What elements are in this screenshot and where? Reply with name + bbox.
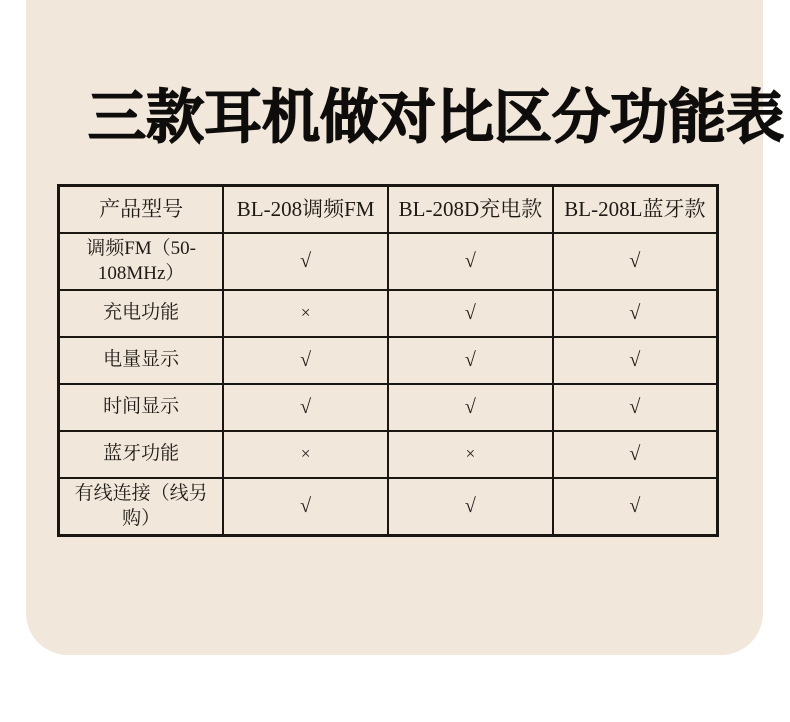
check-mark: √ [553,290,718,337]
check-mark: √ [388,290,553,337]
column-header: BL-208调频FM [223,186,388,233]
column-header: 产品型号 [59,186,224,233]
column-header: BL-208L蓝牙款 [553,186,718,233]
feature-label: 时间显示 [59,384,224,431]
check-mark: √ [553,337,718,384]
check-mark: √ [388,337,553,384]
check-mark: √ [388,233,553,290]
table-row [59,337,718,384]
feature-label: 蓝牙功能 [59,431,224,478]
check-mark: √ [388,478,553,536]
cross-mark: × [223,431,388,478]
cross-mark: × [223,290,388,337]
feature-label: 调频FM（50-108MHz） [59,233,224,290]
page-title: 三款耳机做对比区分功能表 [88,85,785,150]
feature-label: 有线连接（线另购） [59,478,224,536]
comparison-table [57,184,719,537]
check-mark: √ [223,478,388,536]
check-mark: √ [223,384,388,431]
check-mark: √ [223,337,388,384]
table-row [59,290,718,337]
check-mark: √ [223,233,388,290]
check-mark: √ [553,431,718,478]
table-row [59,233,718,290]
table-row [59,431,718,478]
column-header: BL-208D充电款 [388,186,553,233]
check-mark: √ [553,478,718,536]
cross-mark: × [388,431,553,478]
check-mark: √ [553,384,718,431]
check-mark: √ [553,233,718,290]
table-body [59,233,718,536]
feature-label: 充电功能 [59,290,224,337]
table-header-row [59,186,718,233]
check-mark: √ [388,384,553,431]
table-row [59,478,718,536]
content-panel [26,0,785,655]
feature-label: 电量显示 [59,337,224,384]
table-row [59,384,718,431]
table-header [59,186,718,233]
